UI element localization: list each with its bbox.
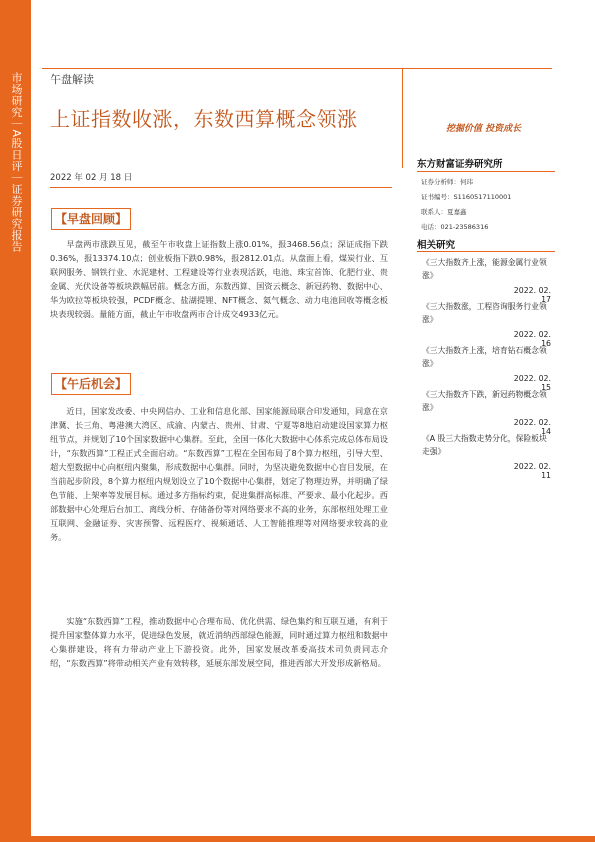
- sidebar-band: [0, 0, 31, 842]
- morning-paragraph: 早盘两市涨跌互见，截至午市收盘上证指数上涨0.01%，报3468.56点；深证成指下跌0.36%，报13374.10点；创业板指下跌0.98%，报2812.01点。从盘面上看，煤炭行业、互联网服务、钢铁行业、水泥建材、工程建设等行业表现活跃，电池、珠宝首饰、化肥行业、贵金属、光伏设备等板块跌幅居前。概念方面，东数西算、国资云概念、新冠药物、数据中心、华为欧拉等板块较强，PCDF概念、盐湖提锂、NFT概念、氦气概念、动力电池回收等概念板块表现较弱。量能方面，截止午市收盘两市合计成交4933亿元。: [50, 239, 388, 319]
- section-label: 午盘解读: [50, 73, 94, 86]
- page-title: 上证指数收涨，东数西算概念领涨: [50, 107, 358, 131]
- institution-name: 东方财富证券研究所: [417, 159, 503, 170]
- footer-bar: [0, 836, 595, 842]
- cert-number: 证书编号：S1160517110001: [421, 193, 512, 201]
- analyst: 证券分析师：何玮: [421, 178, 473, 186]
- related-date: 2022. 02. 11: [513, 462, 551, 480]
- institution-rule: [417, 171, 555, 172]
- phone: 电话：021-23586316: [421, 223, 489, 231]
- related-date: 2022. 02. 15: [513, 374, 551, 392]
- report-date: 2022 年 02 月 18 日: [50, 173, 133, 183]
- related-heading: 相关研究: [417, 240, 456, 251]
- afternoon-paragraph-1: 近日，国家发改委、中央网信办、工业和信息化部、国家能源局联合印发通知，同意在京津冀、长三角、粤港澳大湾区、成渝、内蒙古、贵州、甘肃、宁夏等8地启动建设国家算力枢纽节点，并规划了10个国家数据中心集群。至此，全国一体化大数据中心体系完成总体布局设计，“东数西算”工程正式全面启动。“东数西算”工程在全国布局了8个算力枢纽，引导大型、超大型数据中心向枢纽内聚集，形成数据中心集群。同时，为坚决避免数据中心盲目发展，在当前起步阶段，8个算力枢纽内规划设立了10个数据中心集群，划定了物理边界，并明确了绿色节能、上架率等发展目标。通过多方指标约束，促进集群高标准、严要求、最小化起步。西部数据中心处理后台加工、离线分析、存储备份等对网络要求不高的业务，东部枢纽处理工业互联网、金融证券、灾害预警、远程医疗、视频通话、人工智能推理等对网络要求较高的业务。: [50, 406, 388, 542]
- morning-heading: 【早盘回顾】: [51, 208, 131, 230]
- sidebar-text: 市场研究｜A股日评｜证券研究报告: [10, 72, 23, 253]
- related-date: 2022. 02. 17: [513, 286, 551, 304]
- related-rule: [417, 251, 555, 252]
- slogan: 挖掘价值 投资成长: [446, 124, 522, 134]
- related-date: 2022. 02. 16: [513, 330, 551, 348]
- date-rule: [50, 187, 392, 188]
- contact: 联系人：夏嘉鑫: [421, 208, 467, 216]
- related-item[interactable]: 《三大指数齐上涨，能源金属行业领涨》: [422, 258, 547, 280]
- related-item[interactable]: 《三大指数涨，工程咨询服务行业领涨》: [422, 302, 547, 324]
- related-item[interactable]: 《三大指数齐下跌，新冠药物概念领涨》: [422, 390, 547, 412]
- afternoon-paragraph-2: 实施“东数西算”工程，推动数据中心合理布局、优化供需、绿色集约和互联互通，有利于提升国家整体算力水平，促进绿色发展，就近消纳西部绿色能源，同时通过算力枢纽和数据中心集群建设，将有力带动产业上下游投资。此外，国家发展改革委高技术司负责同志介绍，“东数西算”将带动相关产业有效转移，延展东部发展空间，推进西部大开发形成新格局。: [50, 616, 388, 668]
- header-rule: [42, 68, 552, 69]
- related-date: 2022. 02. 14: [513, 418, 551, 436]
- related-item[interactable]: 《三大指数齐上涨，培育钻石概念领涨》: [422, 346, 547, 368]
- related-item[interactable]: 《A 股三大指数走势分化，保险板块走强》: [422, 434, 547, 456]
- header-divider: [402, 68, 403, 168]
- afternoon-heading: 【午后机会】: [51, 373, 131, 395]
